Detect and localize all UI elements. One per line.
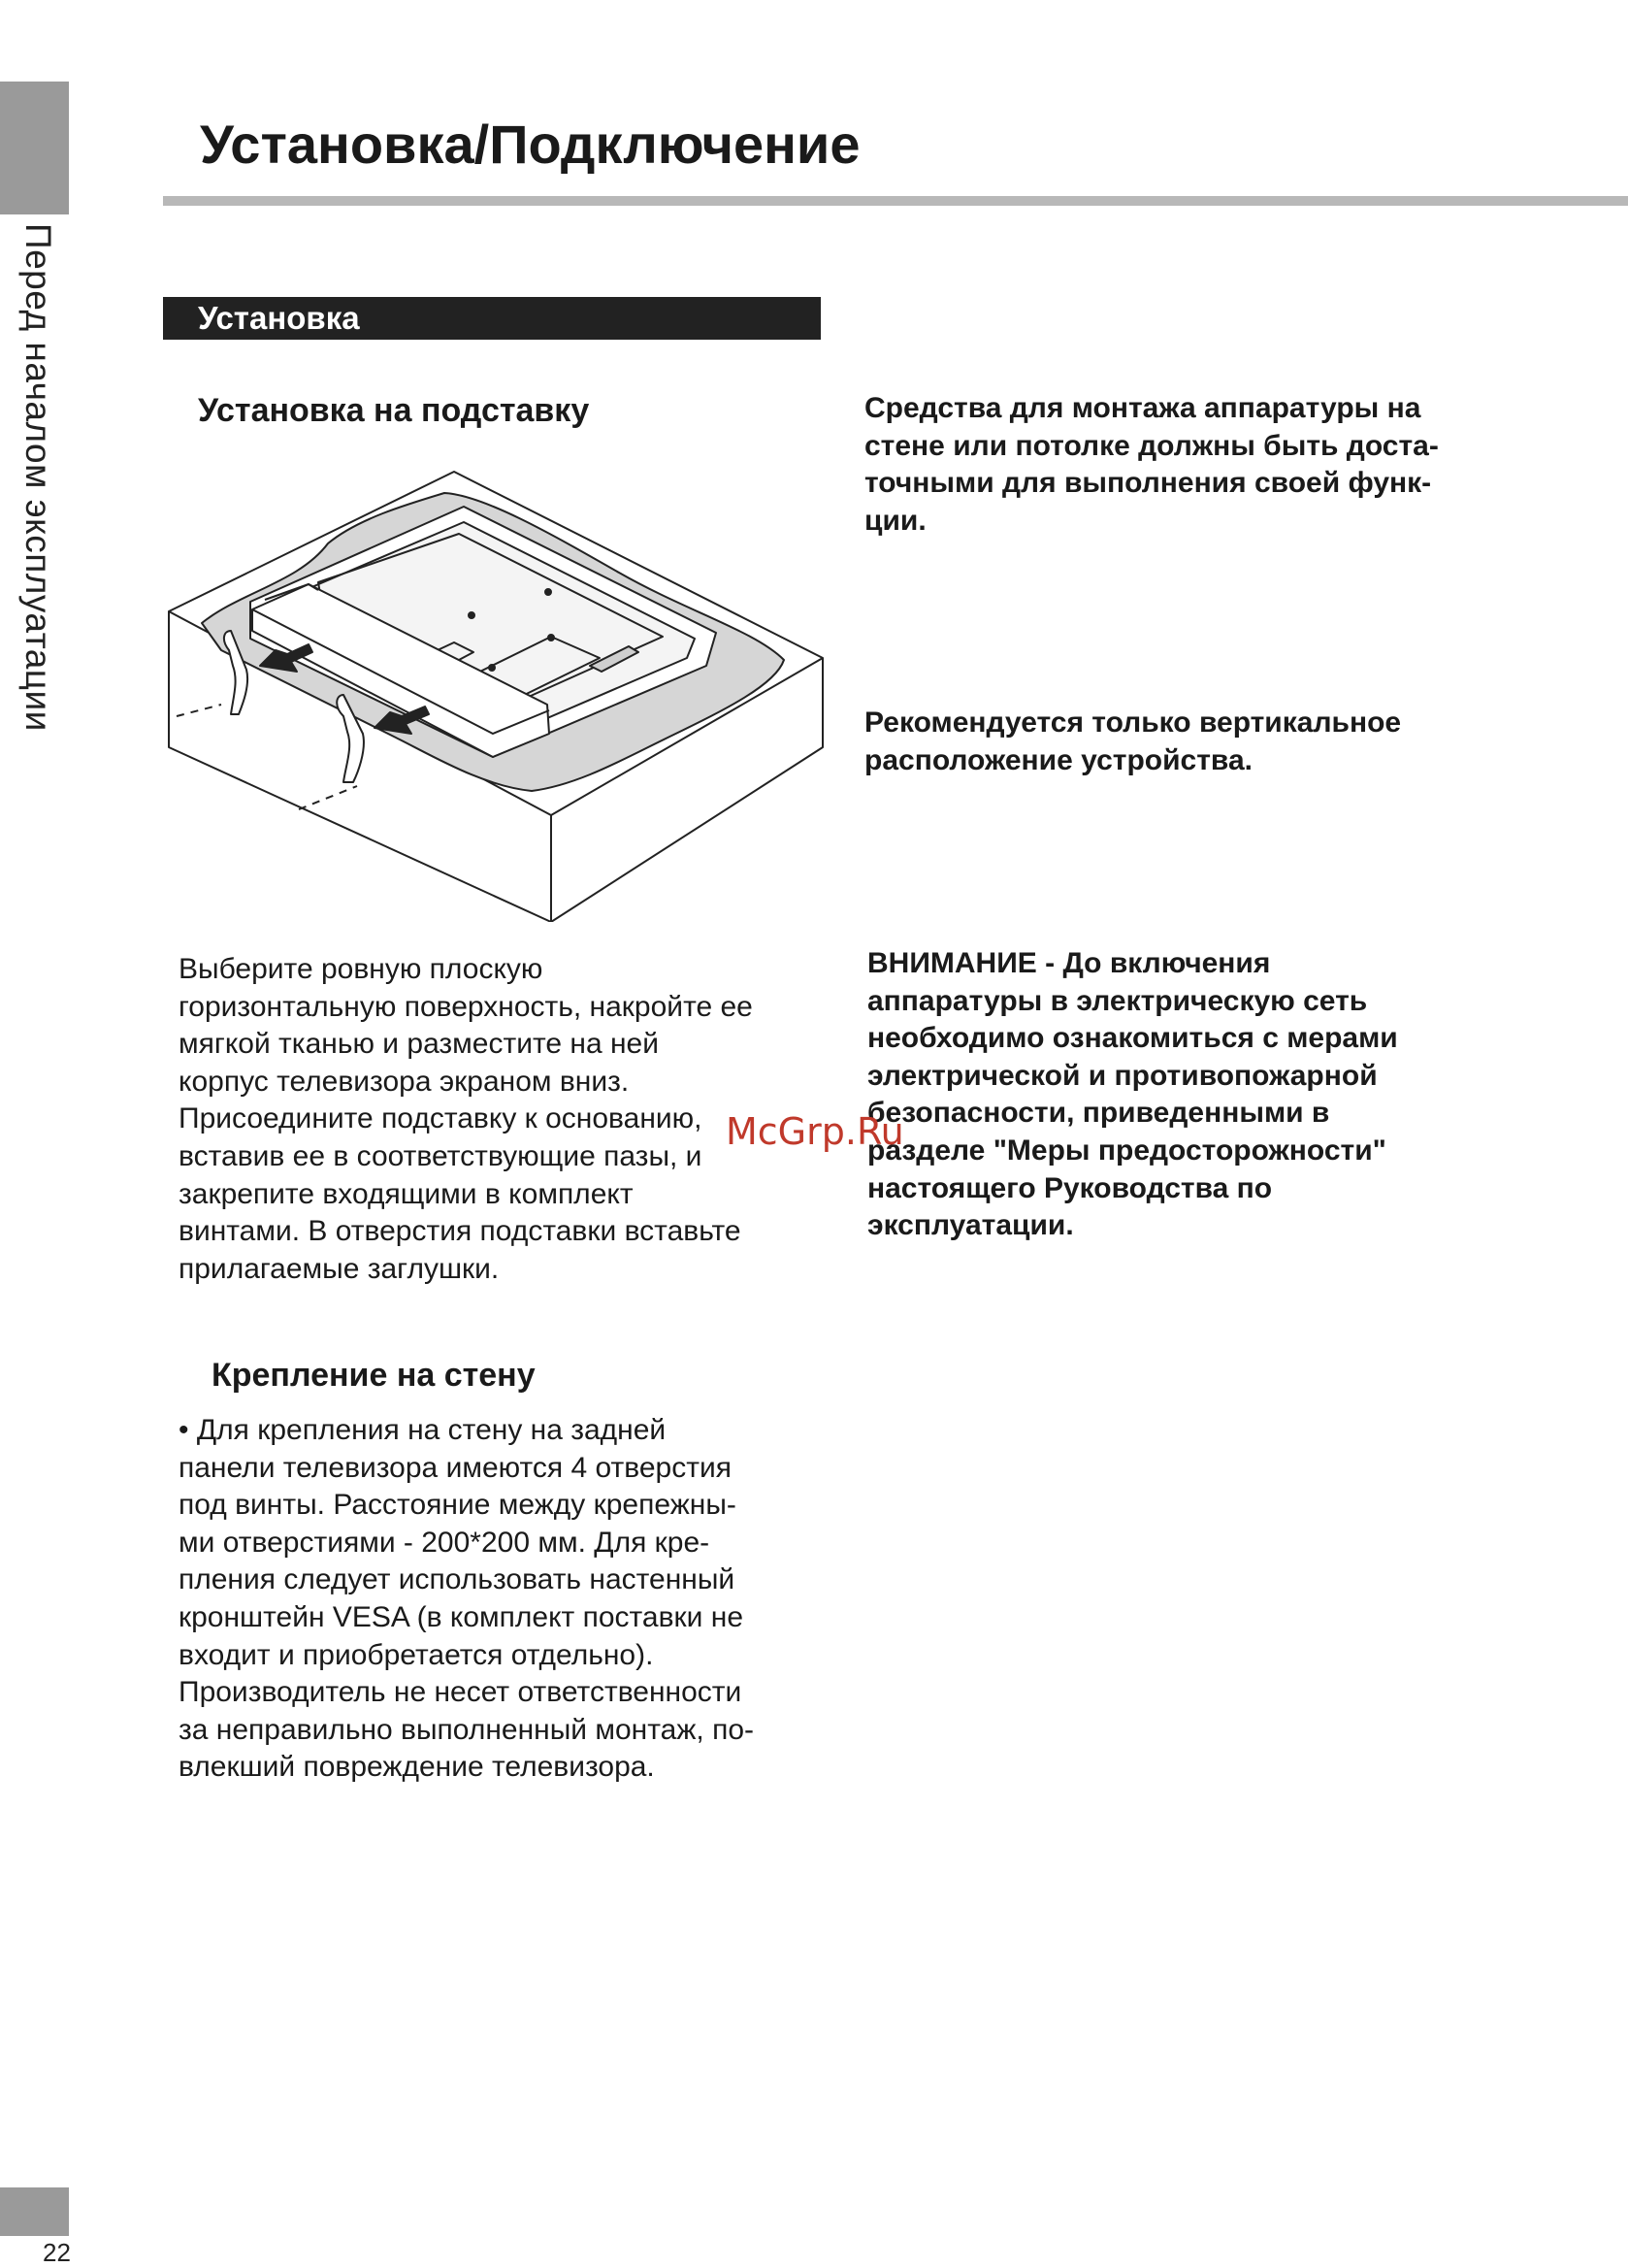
- safety-warning: ВНИМАНИЕ - До включения аппаратуры в электрическую сеть необходимо ознакомиться с мерами электрической и противопожарной безопасности, приведенными в разделе "Меры предосторожности" настоящего Руководства по эксплуатации.: [867, 947, 1398, 1242]
- vertical-position-note: Рекомендуется только вертикальное расположение устройства.: [864, 707, 1402, 776]
- mount-hardware-note: Средства для монтажа аппаратуры на стене или потолке должны быть доста- точными для выполнения своей функ- ции.: [864, 392, 1439, 537]
- wall-mount-heading: Крепление на стену: [212, 1357, 536, 1394]
- watermark: McGrp.Ru: [726, 1110, 904, 1153]
- stand-install-heading: Установка на подставку: [198, 392, 590, 429]
- section-header: Установка: [163, 297, 821, 340]
- side-chapter-label: Перед началом эксплуатации: [18, 223, 58, 732]
- side-tab-marker: [0, 82, 69, 214]
- wall-mount-instructions: • Для крепления на стену на задней панели телевизора имеются 4 отверстия под винты. Расстояние между крепежны- ми отверстиями - 200*200 мм. Для кре- пления следует использовать настенный кронштейн VESA (в комплект поставки не входит и приобретается отдельно).: [179, 1414, 744, 1671]
- page-title: Установка/Подключение: [200, 114, 861, 175]
- page-number: 22: [43, 2238, 71, 2267]
- page-number-tab: [0, 2187, 69, 2236]
- stand-install-instructions: Выберите ровную плоскую горизонтальную поверхность, накройте ее мягкой тканью и разместите на ней корпус телевизора экраном вниз. Присоедините подставку к основанию, вставив ее в соответствующие пазы, и закрепите входящими в комплект винтами. В отверстия подставки вставьте прилагаемые заглушки.: [179, 953, 753, 1285]
- manufacturer-liability-note: Производитель не несет ответственности за неправильно выполненный монтаж, по- влекший повреждение телевизора.: [179, 1676, 754, 1784]
- title-divider: [163, 196, 1628, 206]
- stand-installation-illustration: [163, 466, 832, 922]
